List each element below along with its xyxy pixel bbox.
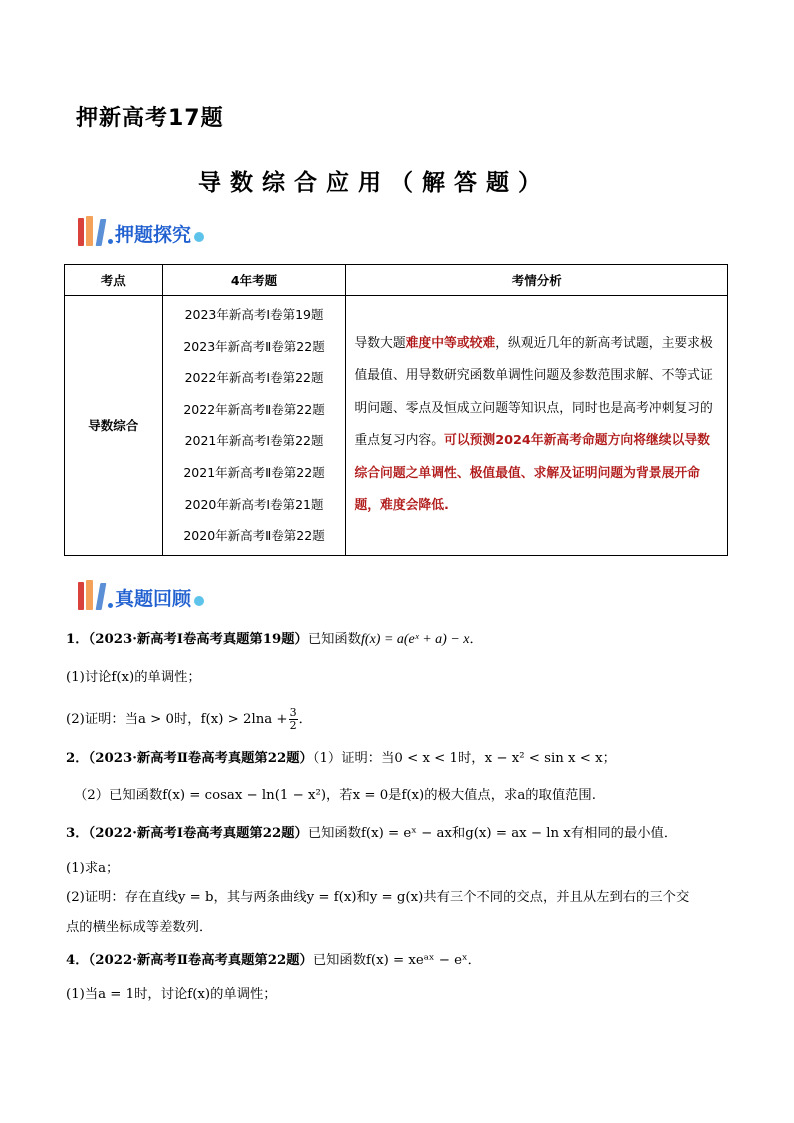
section-header-review bbox=[78, 580, 204, 610]
question-text: （1）证明：当0 < x < 1时，x − x² < sin x < x； bbox=[312, 751, 616, 766]
question-label: 3．（2022·新高考Ⅰ卷高考真题第22题） bbox=[66, 826, 308, 841]
math-expression: f(x) = a(eˣ + a) − x bbox=[361, 632, 470, 647]
dot-icon bbox=[108, 603, 113, 608]
table-row bbox=[65, 296, 728, 556]
main-title: 导数综合应用（解答题） bbox=[198, 170, 550, 196]
circle-icon bbox=[194, 596, 204, 606]
table-header-row bbox=[65, 265, 728, 296]
list-item: 2020年新高考Ⅰ卷第21题 bbox=[184, 496, 324, 512]
question-1-part-2 bbox=[66, 707, 312, 732]
question-3-part-2-line-2: 点的横坐标成等差数列． bbox=[66, 920, 213, 935]
fraction-denominator: 2 bbox=[289, 719, 297, 732]
question-stem: 已知函数f(x) = xeᵃˣ − eˣ． bbox=[312, 953, 481, 968]
table-header-cell: 考点 bbox=[65, 265, 163, 296]
analysis-highlight: 可以预测2024年新高考命题方向将继续以导数综合问题之单调性、极值最值、求解及证明问题为背景展开命题，难度会降低. bbox=[354, 433, 710, 514]
question-stem: 已知函数f(x) = eˣ − ax和g(x) = ax − ln x有相同的最小值． bbox=[307, 826, 678, 841]
punctuation: ． bbox=[469, 632, 483, 647]
punctuation: ． bbox=[298, 712, 312, 727]
question-1 bbox=[66, 630, 483, 650]
question-3-part-1: (1)求a； bbox=[66, 861, 120, 876]
analysis-text: 导数大题 bbox=[354, 335, 406, 351]
question-3-part-2-line-1: (2)证明：存在直线y = b，其与两条曲线y = f(x)和y = g(x)共有三个不同的交点，并且从左到右的三个交 bbox=[66, 890, 690, 905]
analysis-cell bbox=[346, 296, 728, 556]
fraction bbox=[289, 707, 298, 732]
question-2 bbox=[66, 749, 616, 769]
question-text: (2)证明：当a > 0时，f(x) > 2lna + bbox=[66, 712, 288, 727]
circle-icon bbox=[194, 232, 204, 242]
years-cell bbox=[162, 296, 346, 556]
table-header-cell: 考情分析 bbox=[346, 265, 728, 296]
table-header-cell: 4年考题 bbox=[162, 265, 346, 296]
section-title-review: 真题回顾 bbox=[115, 588, 192, 610]
list-item: 2021年新高考Ⅱ卷第22题 bbox=[183, 464, 325, 480]
question-3 bbox=[66, 824, 677, 844]
question-1-part-1: (1)讨论f(x)的单调性； bbox=[66, 670, 201, 685]
list-item: 2023年新高考Ⅰ卷第19题 bbox=[184, 307, 324, 322]
question-4 bbox=[66, 951, 481, 971]
question-label: 4．（2022·新高考Ⅱ卷高考真题第22题） bbox=[66, 953, 313, 968]
fraction-numerator: 3 bbox=[289, 706, 297, 719]
exam-table bbox=[64, 264, 728, 556]
question-4-part-1: (1)当a = 1时，讨论f(x)的单调性； bbox=[66, 987, 277, 1002]
list-item: 2023年新高考Ⅱ卷第22题 bbox=[183, 338, 325, 354]
question-label: 1．（2023·新高考Ⅰ卷高考真题第19题） bbox=[66, 632, 308, 647]
question-stem: 已知函数 bbox=[307, 632, 362, 647]
analysis-highlight: 难度中等或较难 bbox=[405, 335, 496, 351]
question-2-part-2: （2）已知函数f(x) = cosax − ln(1 − x²)，若x = 0是f(x)的极大值点，求a的取值范围. bbox=[74, 788, 596, 803]
books-icon bbox=[78, 580, 104, 610]
list-item: 2022年新高考Ⅰ卷第22题 bbox=[184, 370, 324, 386]
section-title-explore: 押题探究 bbox=[115, 224, 192, 246]
list-item: 2021年新高考Ⅰ卷第22题 bbox=[184, 433, 324, 449]
analysis-text: ，纵观近几年的新高考试题，主要求极值最值、用导数研究函数单调性问题及参数范围求解、不等式证明问题、零点及恒成立问题等知识点，同时也是高考冲刺复习的重点复习内容。 bbox=[354, 335, 713, 449]
section-header-explore bbox=[78, 216, 204, 246]
list-item: 2020年新高考Ⅱ卷第22题 bbox=[183, 528, 325, 544]
list-item: 2022年新高考Ⅱ卷第22题 bbox=[183, 401, 325, 417]
top-title: 押新高考17题 bbox=[76, 106, 224, 131]
topic-cell: 导数综合 bbox=[65, 296, 163, 556]
question-label: 2．（2023·新高考Ⅱ卷高考真题第22题） bbox=[66, 751, 313, 766]
dot-icon bbox=[108, 239, 113, 244]
books-icon bbox=[78, 216, 104, 246]
